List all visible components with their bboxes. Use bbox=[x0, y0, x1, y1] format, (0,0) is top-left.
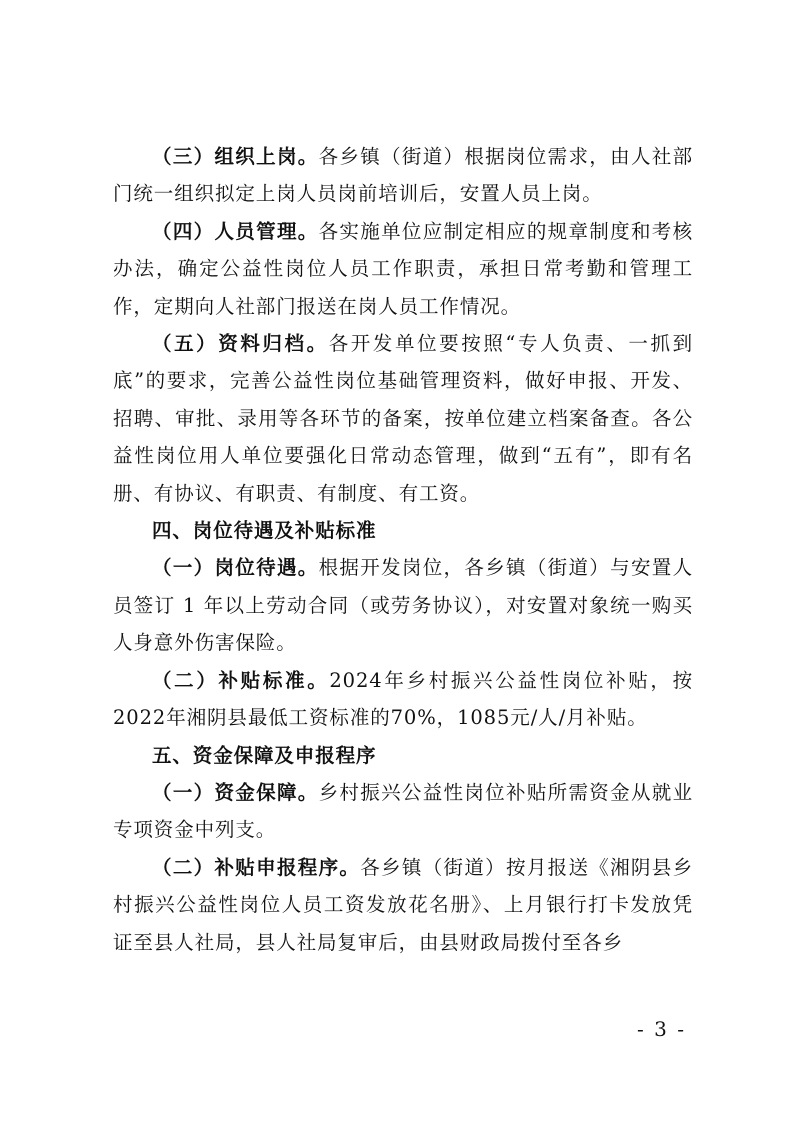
paragraph-lead: （一）资金保障。 bbox=[152, 780, 319, 804]
paragraph-application-procedure bbox=[113, 849, 693, 961]
page-number: - 3 - bbox=[637, 1017, 686, 1041]
section-heading-benefits: 四、岗位待遇及补贴标准 bbox=[152, 519, 377, 543]
paragraph-organize-onboarding bbox=[113, 138, 693, 213]
paragraph-records-archiving bbox=[113, 325, 693, 512]
paragraph-lead: （一）岗位待遇。 bbox=[152, 556, 319, 580]
paragraph-text: 乡村振兴公益性岗位补贴所需资金从就业专项资金中列支。 bbox=[113, 780, 693, 842]
paragraph-lead: （二）补贴申报程序。 bbox=[152, 855, 361, 879]
paragraph-lead: （三）组织上岗。 bbox=[152, 145, 319, 168]
document-body bbox=[113, 138, 693, 961]
paragraph-text: 各乡镇（街道）按月报送《湘阴县乡村振兴公益性岗位人员工资发放花名册》、上月银行打卡发放凭证至县人社局，县人社局复审后，由县财政局拨付至各乡 bbox=[113, 855, 693, 954]
paragraph-position-benefits bbox=[113, 549, 693, 661]
paragraph-text: 2024年乡村振兴公益性岗位补贴，按2022年湘阴县最低工资标准的70%，1085元/人/月补贴。 bbox=[113, 668, 693, 730]
paragraph-text: 各开发单位要按照“专人负责、一抓到底”的要求，完善公益性岗位基础管理资料，做好申报、开发、招聘、审批、录用等各环节的备案，按单位建立档案备查。各公益性岗位用人单位要强化日常动态管理，做到“五有”，即有名册、有协议、有职责、有制度、有工资。 bbox=[113, 332, 693, 505]
paragraph-lead: （二）补贴标准。 bbox=[152, 668, 330, 692]
paragraph-lead: （四）人员管理。 bbox=[152, 219, 319, 243]
paragraph-funding-guarantee bbox=[113, 774, 693, 849]
paragraph-text: 根据开发岗位，各乡镇（街道）与安置人员签订 1 年以上劳动合同（或劳务协议），对安置对象统一购买人身意外伤害保险。 bbox=[113, 556, 693, 655]
paragraph-text: 各乡镇（街道）根据岗位需求，由人社部门统一组织拟定上岗人员岗前培训后，安置人员上岗。 bbox=[113, 145, 693, 206]
paragraph-subsidy-standard bbox=[113, 662, 693, 737]
paragraph-lead: （五）资料归档。 bbox=[152, 332, 329, 356]
paragraph-staff-management bbox=[113, 213, 693, 325]
paragraph-text: 各实施单位应制定相应的规章制度和考核办法，确定公益性岗位人员工作职责，承担日常考勤和管理工作，定期向人社部门报送在岗人员工作情况。 bbox=[113, 219, 693, 318]
section-heading-funding: 五、资金保障及申报程序 bbox=[152, 743, 377, 767]
